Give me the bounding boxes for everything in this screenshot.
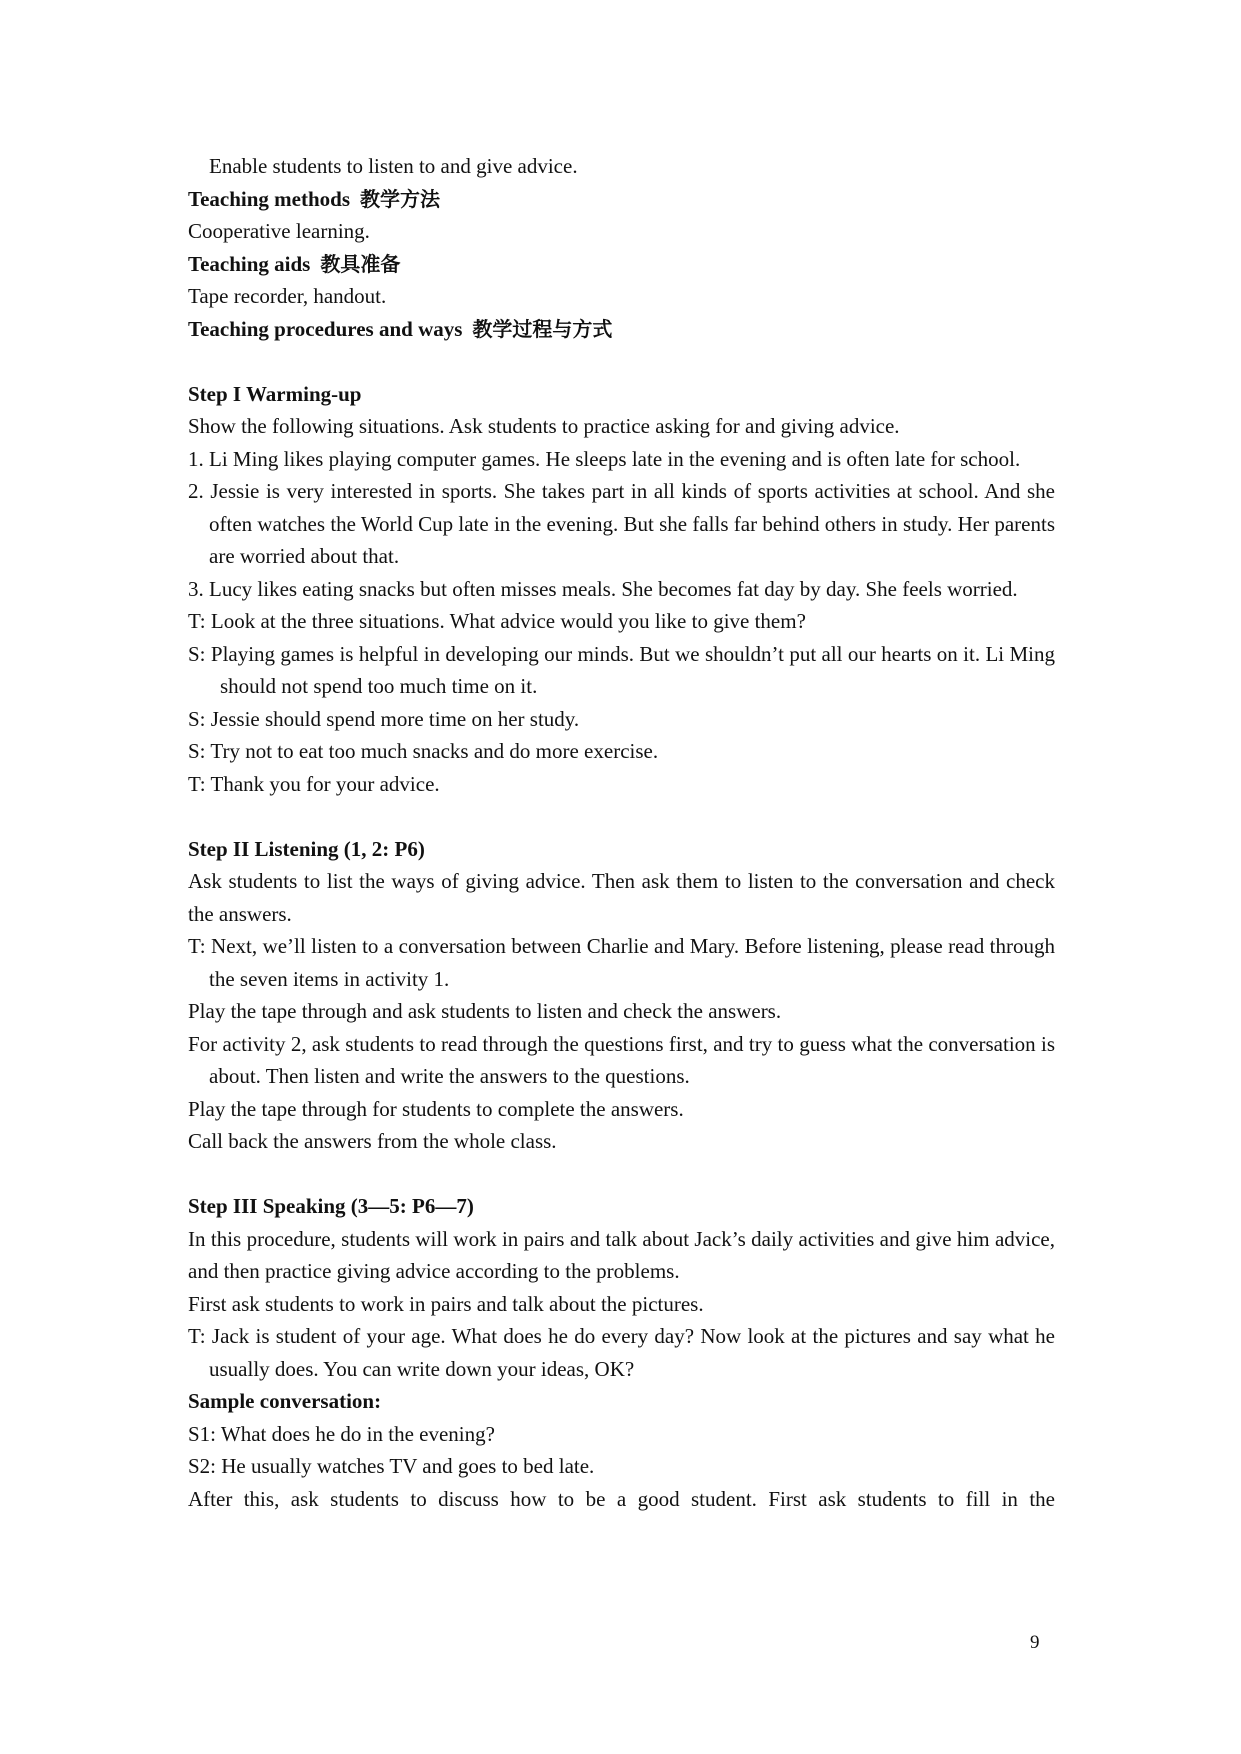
step2-paragraph-6: Call back the answers from the whole class. <box>188 1129 557 1153</box>
spacer <box>188 800 1055 833</box>
procedures-heading <box>188 313 1055 346</box>
sample-line-s2: S2: He usually watches TV and goes to bed late. <box>188 1454 595 1478</box>
sample-conversation-heading: Sample conversation: <box>188 1389 382 1413</box>
step1-item-2: 2. Jessie is very interested in sports. She takes part in all kinds of sports activities at school. And she often watches the World Cup late in the evening. But she falls far behind others in study. Her parents are worried about that. <box>188 479 1055 568</box>
methods-heading-cn: 教学方法 <box>360 186 441 211</box>
procedures-heading-en: Teaching procedures and ways <box>188 316 463 341</box>
step3-paragraph-3: T: Jack is student of your age. What does he do every day? Now look at the pictures and say what he usually does. You can write down your ideas, OK? <box>188 1324 1055 1381</box>
step3-heading: Step III Speaking (3—5: P6—7) <box>188 1194 474 1218</box>
step1-heading: Step I Warming-up <box>188 381 362 406</box>
step1-item-1: 1. Li Ming likes playing computer games. He sleeps late in the evening and is often late for school. <box>188 446 1021 471</box>
step2-paragraph-3: Play the tape through and ask students to listen and check the answers. <box>188 999 782 1023</box>
step1-dialogue-4: S: Try not to eat too much snacks and do more exercise. <box>188 739 659 763</box>
step1-item-3: 3. Lucy likes eating snacks but often misses meals. She becomes fat day by day. She feels worried. <box>188 576 1018 601</box>
step3-paragraph-2: First ask students to work in pairs and talk about the pictures. <box>188 1291 704 1316</box>
procedures-heading-cn: 教学过程与方式 <box>472 316 613 341</box>
aids-heading-cn: 教具准备 <box>320 251 401 276</box>
methods-text: Cooperative learning. <box>188 219 370 243</box>
step2-paragraph-4: For activity 2, ask students to read through the questions first, and try to guess what the conversation is about. Then listen and write the answers to the questions. <box>188 1031 1055 1088</box>
methods-heading-en: Teaching methods <box>188 186 351 211</box>
spacer <box>188 345 1055 378</box>
step1-dialogue-5: T: Thank you for your advice. <box>188 771 440 796</box>
step2-paragraph-5: Play the tape through for students to complete the answers. <box>188 1096 684 1121</box>
document-page <box>188 150 1055 1515</box>
step1-intro: Show the following situations. Ask students to practice asking for and giving advice. <box>188 414 900 438</box>
step3-paragraph-4: After this, ask students to discuss how to be a good student. First ask students to fill in the <box>188 1486 1055 1511</box>
page-number: 9 <box>1030 1632 1040 1653</box>
step2-paragraph-1: Ask students to list the ways of giving advice. Then ask them to listen to the conversation and check the answers. <box>188 869 1055 926</box>
step2-heading: Step II Listening (1, 2: P6) <box>188 836 425 861</box>
step3-paragraph-1: In this procedure, students will work in pairs and talk about Jack’s daily activities and give him advice, and then practice giving advice according to the problems. <box>188 1226 1055 1283</box>
step1-dialogue-2: S: Playing games is helpful in developing our minds. But we shouldn’t put all our hearts on it. Li Ming should not spend too much time on it. <box>188 641 1055 698</box>
aids-heading <box>188 248 1055 281</box>
step1-dialogue-1: T: Look at the three situations. What advice would you like to give them? <box>188 609 806 633</box>
aids-text: Tape recorder, handout. <box>188 284 387 308</box>
spacer <box>188 1158 1055 1191</box>
methods-heading <box>188 183 1055 216</box>
aids-heading-en: Teaching aids <box>188 251 311 276</box>
step1-dialogue-3: S: Jessie should spend more time on her study. <box>188 706 580 731</box>
sample-line-s1: S1: What does he do in the evening? <box>188 1421 495 1446</box>
step2-paragraph-2: T: Next, we’ll listen to a conversation between Charlie and Mary. Before listening, please read through the seven items in activity 1. <box>188 934 1055 991</box>
objective-text: Enable students to listen to and give advice. <box>209 154 578 178</box>
